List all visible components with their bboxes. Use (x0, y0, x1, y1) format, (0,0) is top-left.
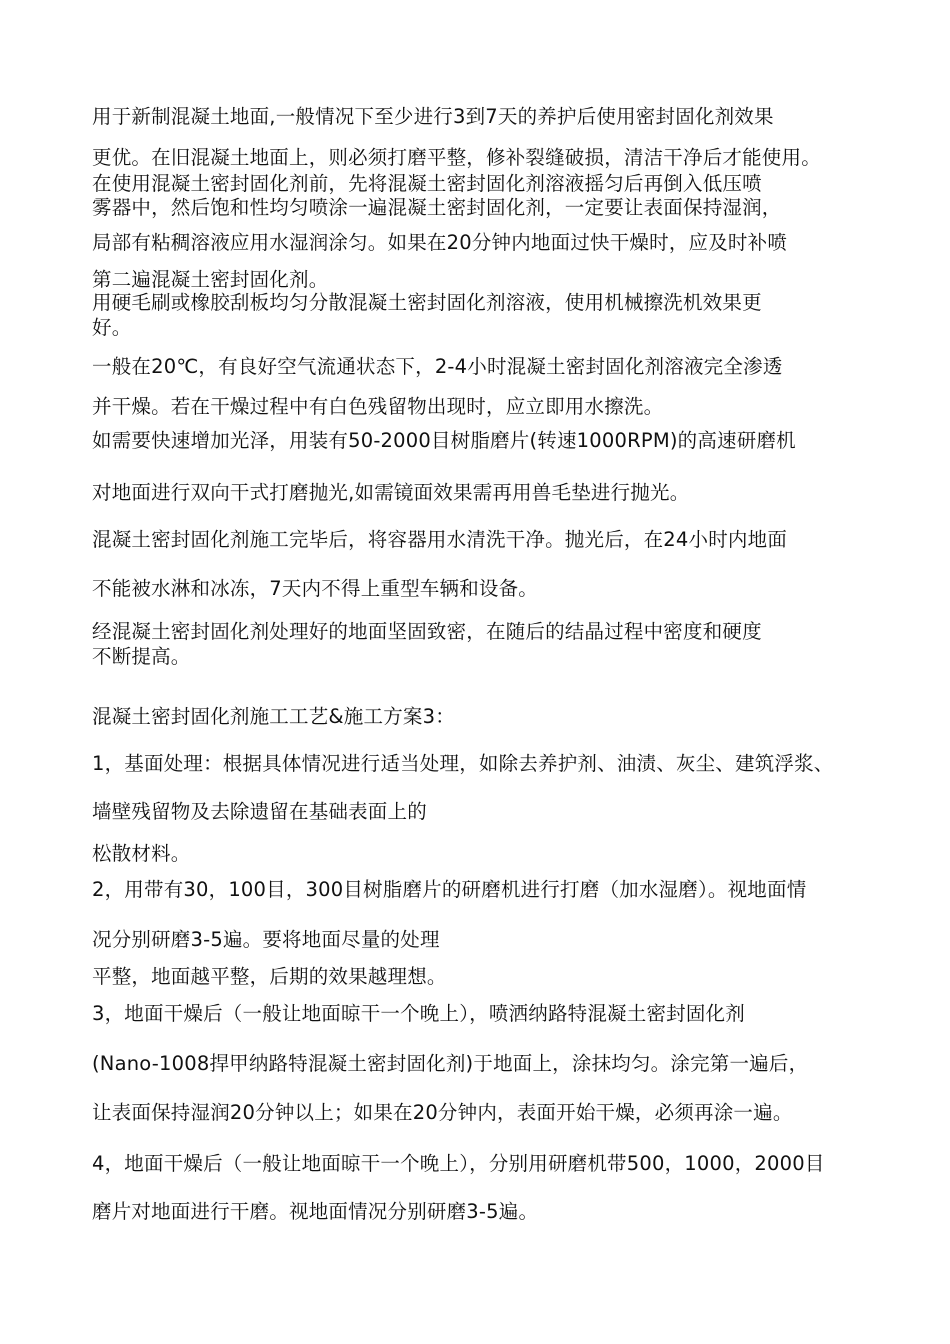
text-line: 如需要快速增加光泽，用装有50-2000目树脂磨片(转速1000RPM)的高速研磨机 (92, 429, 796, 452)
text-line: 经混凝土密封固化剂处理好的地面坚固致密，在随后的结晶过程中密度和硬度 (92, 620, 762, 643)
text-line: 墙壁残留物及去除遗留在基础表面上的 (92, 800, 427, 823)
text-line: 好。 (92, 316, 132, 339)
text-line: 2，用带有30，100目，300目树脂磨片的研磨机进行打磨（加水湿磨）。视地面情 (92, 878, 807, 901)
text-line: 让表面保持湿润20分钟以上；如果在20分钟内，表面开始干燥，必须再涂一遍。 (92, 1101, 793, 1124)
text-line: 对地面进行双向干式打磨抛光,如需镜面效果需再用兽毛垫进行抛光。 (92, 481, 690, 504)
text-line: 在使用混凝土密封固化剂前，先将混凝土密封固化剂溶液摇匀后再倒入低压喷 (92, 172, 762, 195)
text-line: 用硬毛刷或橡胶刮板均匀分散混凝土密封固化剂溶液，使用机械擦洗机效果更 (92, 291, 762, 314)
text-line: 一般在20℃，有良好空气流通状态下，2-4小时混凝土密封固化剂溶液完全渗透 (92, 355, 783, 378)
text-line: 不断提高。 (92, 645, 191, 668)
text-line: 第二遍混凝土密封固化剂。 (92, 268, 329, 291)
text-line: 1，基面处理：根据具体情况进行适当处理，如除去养护剂、油渍、灰尘、建筑浮浆、 (92, 752, 834, 775)
text-line: 局部有粘稠溶液应用水湿润涂匀。如果在20分钟内地面过快干燥时，应及时补喷 (92, 231, 788, 254)
text-line: 磨片对地面进行干磨。视地面情况分别研磨3-5遍。 (92, 1200, 539, 1223)
text-line: 混凝土密封固化剂施工完毕后，将容器用水清洗干净。抛光后，在24小时内地面 (92, 528, 788, 551)
text-line: 用于新制混凝土地面,一般情况下至少进行3到7天的养护后使用密封固化剂效果 (92, 105, 774, 128)
text-line: 4，地面干燥后（一般让地面晾干一个晚上），分别用研磨机带500，1000，2000目 (92, 1152, 825, 1175)
section-heading: 混凝土密封固化剂施工工艺&施工方案3： (92, 705, 455, 728)
text-line: 不能被水淋和冰冻，7天内不得上重型车辆和设备。 (92, 577, 539, 600)
text-line: 3，地面干燥后（一般让地面晾干一个晚上），喷洒纳路特混凝土密封固化剂 (92, 1002, 745, 1025)
text-line: 并干燥。若在干燥过程中有白色残留物出现时，应立即用水擦洗。 (92, 395, 664, 418)
text-line: 松散材料。 (92, 842, 191, 865)
text-line: (Nano-1008捍甲纳路特混凝土密封固化剂)于地面上，涂抹均匀。涂完第一遍后， (92, 1052, 809, 1075)
text-line: 雾器中，然后饱和性均匀喷涂一遍混凝土密封固化剂，一定要让表面保持湿润， (92, 196, 782, 219)
text-line: 更优。在旧混凝土地面上，则必须打磨平整，修补裂缝破损，清洁干净后才能使用。 (92, 146, 821, 169)
text-line: 平整，地面越平整，后期的效果越理想。 (92, 965, 447, 988)
text-line: 况分别研磨3-5遍。要将地面尽量的处理 (92, 928, 440, 951)
